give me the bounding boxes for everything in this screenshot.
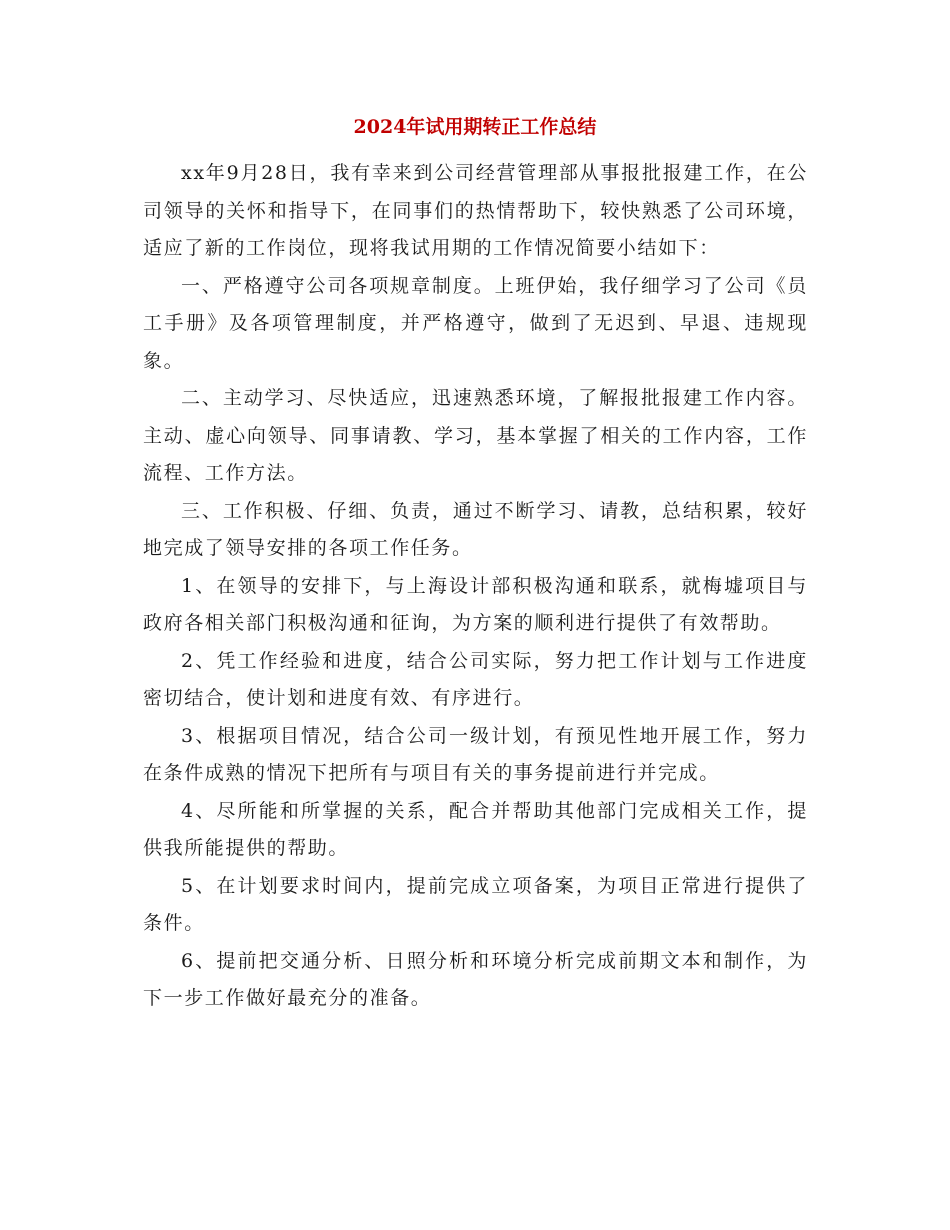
paragraph-learning: 二、主动学习、尽快适应，迅速熟悉环境，了解报批报建工作内容。主动、虚心向领导、同事请教、学习，基本掌握了相关的工作内容，工作流程、工作方法。 bbox=[143, 387, 808, 484]
paragraph-item-2: 2、凭工作经验和进度，结合公司实际，努力把工作计划与工作进度密切结合，使计划和进度有效、有序进行。 bbox=[143, 649, 808, 709]
paragraph-item-5: 5、在计划要求时间内，提前完成立项备案，为项目正常进行提供了条件。 bbox=[143, 874, 808, 934]
document-title: 2024年试用期转正工作总结 bbox=[353, 116, 597, 138]
document-body bbox=[143, 155, 808, 1018]
paragraph-diligence: 三、工作积极、仔细、负责，通过不断学习、请教，总结积累，较好地完成了领导安排的各项工作任务。 bbox=[143, 499, 808, 559]
paragraph-item-3: 3、根据项目情况，结合公司一级计划，有预见性地开展工作，努力在条件成熟的情况下把所有与项目有关的事务提前进行并完成。 bbox=[143, 724, 808, 784]
paragraph-rules: 一、严格遵守公司各项规章制度。上班伊始，我仔细学习了公司《员工手册》及各项管理制度，并严格遵守，做到了无迟到、早退、违规现象。 bbox=[143, 274, 808, 372]
paragraph-item-1: 1、在领导的安排下，与上海设计部积极沟通和联系，就梅墟项目与政府各相关部门积极沟通和征询，为方案的顺利进行提供了有效帮助。 bbox=[143, 574, 808, 634]
paragraph-item-6: 6、提前把交通分析、日照分析和环境分析完成前期文本和制作，为下一步工作做好最充分的准备。 bbox=[143, 949, 808, 1009]
paragraph-item-4: 4、尽所能和所掌握的关系，配合并帮助其他部门完成相关工作，提供我所能提供的帮助。 bbox=[143, 799, 808, 859]
paragraph-intro: xx年9月28日，我有幸来到公司经营管理部从事报批报建工作，在公司领导的关怀和指导下，在同事们的热情帮助下，较快熟悉了公司环境，适应了新的工作岗位，现将我试用期的工作情况简要小结如下： bbox=[143, 162, 808, 259]
